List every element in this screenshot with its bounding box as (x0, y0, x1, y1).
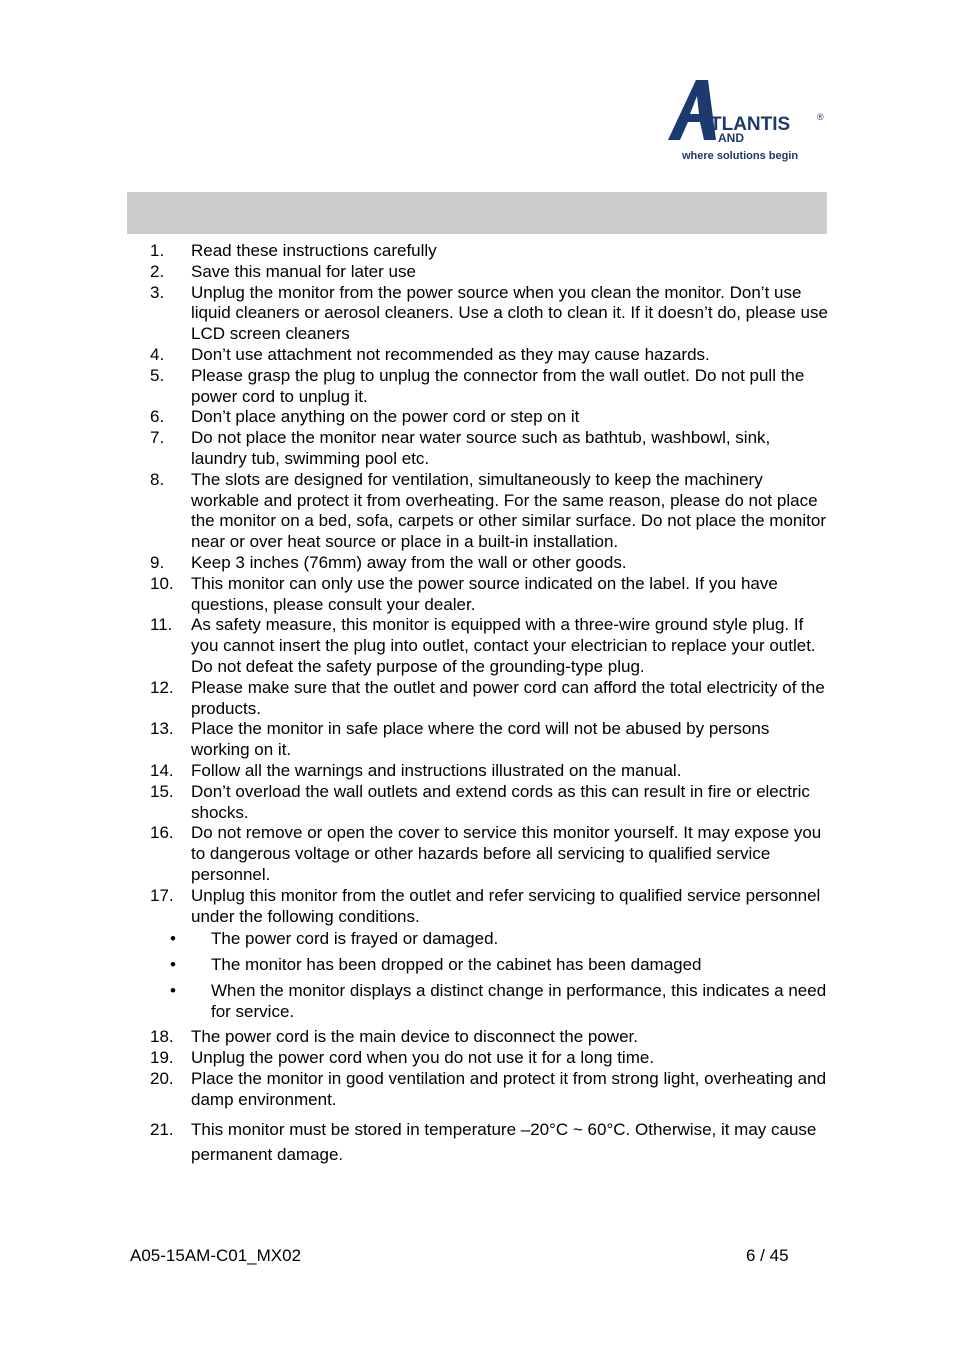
list-item (150, 366, 830, 408)
list-item-number: 10. (150, 573, 174, 593)
list-item-text: Unplug the power cord when you do not use it for a long time. (191, 1048, 655, 1068)
bullet-item (150, 955, 830, 976)
list-item (150, 574, 830, 616)
safety-instructions-list (150, 241, 830, 1167)
list-item-number: 18. (150, 1027, 174, 1047)
list-item-number: 15. (150, 781, 174, 801)
atlantis-logo (666, 78, 828, 164)
list-item-text: Read these instructions carefully (191, 241, 437, 260)
bullet-mark: • (170, 980, 176, 1000)
footer-doc-code: A05-15AM-C01_MX02 (130, 1246, 302, 1265)
list-item (150, 1027, 830, 1048)
list-item (150, 1069, 830, 1111)
list-item-number: 6. (150, 407, 165, 427)
list-item-number: 21. (150, 1119, 174, 1139)
list-item-text: Do not remove or open the cover to service this monitor yourself. It may expose you to dangerous voltage or other hazards before all servicing to qualified service personnel. (191, 823, 822, 884)
logo-tagline: where solutions begin (682, 150, 799, 162)
list-item (150, 886, 830, 928)
list-item-text: This monitor must be stored in temperature –20°C ~ 60°C. Otherwise, it may cause permanent damage. (191, 1119, 817, 1164)
list-item (150, 719, 830, 761)
list-item-text: Unplug this monitor from the outlet and refer servicing to qualified service personnel under the following conditions. (191, 885, 821, 926)
list-item-text: Don’t use attachment not recommended as they may cause hazards. (191, 344, 710, 364)
list-item (150, 615, 830, 677)
list-item-text: Place the monitor in good ventilation and protect it from strong light, overheating and damp environment. (191, 1069, 827, 1109)
bullet-mark: • (170, 955, 176, 975)
list-item-text: Do not place the monitor near water source such as bathtub, washbowl, sink, laundry tub, swimming pool etc. (191, 428, 771, 468)
list-item (150, 823, 830, 885)
list-item (150, 241, 830, 262)
list-item-number: 20. (150, 1069, 174, 1089)
list-item-number: 14. (150, 760, 174, 780)
list-item-text: Keep 3 inches (76mm) away from the wall or other goods. (191, 552, 627, 572)
list-item (150, 283, 830, 345)
list-item-number: 7. (150, 428, 165, 448)
list-item-text: Save this manual for later use (191, 261, 416, 281)
list-item-number: 3. (150, 282, 165, 302)
list-item-text: Don’t place anything on the power cord or step on it (191, 407, 580, 427)
section-header-bar (127, 192, 827, 234)
list-item (150, 407, 830, 428)
list-item (150, 761, 830, 782)
list-item-number: 2. (150, 261, 165, 281)
bullet-text: When the monitor displays a distinct change in performance, this indicates a need for service. (211, 980, 827, 1021)
list-item-number: 4. (150, 344, 165, 364)
list-item (150, 262, 830, 283)
list-item-number: 9. (150, 552, 165, 572)
list-item (150, 553, 830, 574)
list-item-text: Follow all the warnings and instructions illustrated on the manual. (191, 760, 682, 780)
list-item-text: Don’t overload the wall outlets and extend cords as this can result in fire or electric shocks. (191, 781, 810, 822)
list-item-number: 1. (150, 241, 165, 260)
bullet-item (150, 929, 830, 950)
footer-page-number: 6 / 45 (746, 1246, 789, 1265)
list-item-text: Unplug the monitor from the power source when you clean the monitor. Don’t use liquid cleaners or aerosol cleaners. Use a cloth to clean it. If it doesn’t do, please use LCD screen cleaners (191, 282, 828, 344)
list-item-number: 5. (150, 365, 165, 385)
list-item-text: The power cord is the main device to disconnect the power. (191, 1027, 638, 1047)
list-item-number: 8. (150, 469, 165, 489)
list-item-text: The slots are designed for ventilation, simultaneously to keep the machinery workable and protect it from overheating. For the same reason, please do not place the monitor on a bed, sofa, carpets or other similar surface. Do not place the monitor near or over heat source or place in a built-in installation. (191, 469, 826, 552)
list-item-text: As safety measure, this monitor is equipped with a three-wire ground style plug. If you cannot insert the plug into outlet, contact your electrician to replace your outlet. Do not defeat the safety purpose of the grounding-type plug. (191, 615, 816, 676)
bullet-text: The monitor has been dropped or the cabinet has been damaged (211, 955, 702, 975)
list-item-text: Place the monitor in safe place where the cord will not be abused by persons working on it. (191, 719, 770, 760)
list-item (150, 1048, 830, 1069)
list-item-number: 13. (150, 719, 174, 739)
bullet-mark: • (170, 929, 176, 949)
list-item (150, 428, 830, 470)
list-item (150, 1117, 830, 1167)
list-item-number: 17. (150, 885, 174, 905)
list-item-text: Please make sure that the outlet and power cord can afford the total electricity of the products. (191, 677, 825, 718)
bullet-item (150, 981, 830, 1023)
list-item-text: Please grasp the plug to unplug the connector from the wall outlet. Do not pull the power cord to unplug it. (191, 365, 805, 406)
list-item-number: 12. (150, 677, 174, 697)
logo-sub-text: AND (718, 131, 744, 145)
list-item-number: 19. (150, 1048, 174, 1068)
list-item-number: 16. (150, 823, 174, 843)
list-item-text: This monitor can only use the power source indicated on the label. If you have questions, please consult your dealer. (191, 573, 778, 614)
logo-registered-mark: ® (817, 112, 824, 122)
list-item (150, 678, 830, 720)
bullet-text: The power cord is frayed or damaged. (211, 929, 499, 949)
list-item-number: 11. (150, 615, 173, 635)
logo-brand-text: TLANTIS (710, 114, 791, 135)
list-item (150, 782, 830, 824)
list-item (150, 345, 830, 366)
list-item (150, 470, 830, 553)
